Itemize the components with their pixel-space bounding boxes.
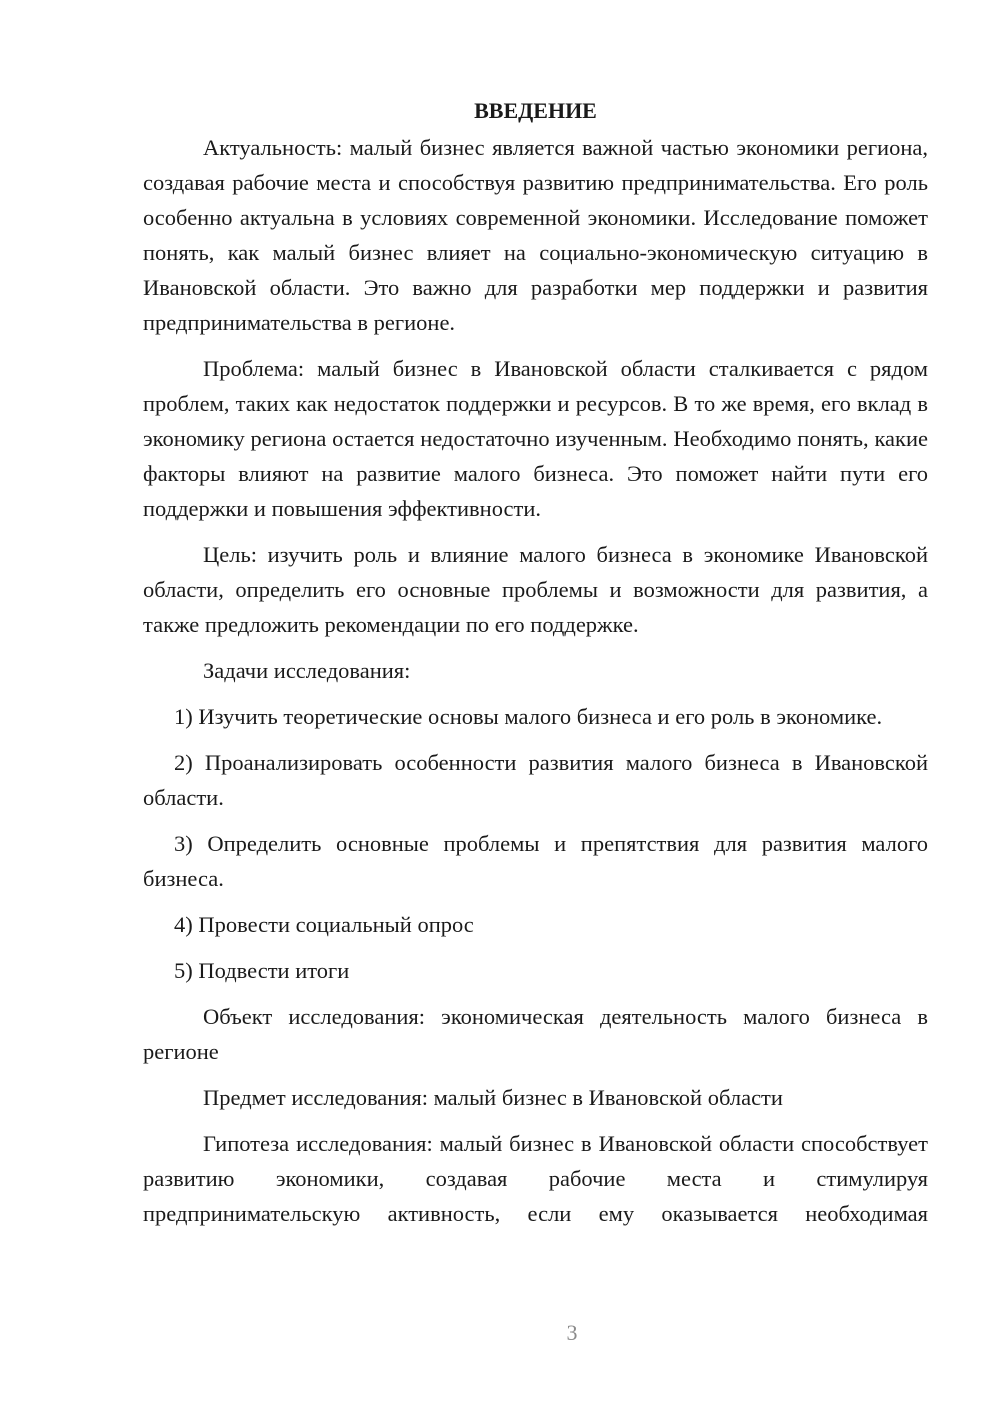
page-number: 3 bbox=[566, 1320, 578, 1345]
list-item: 4) Провести социальный опрос bbox=[174, 912, 474, 937]
list-item: 2) Проанализировать особенности развития малого бизнеса в Ивановской области. bbox=[143, 750, 928, 810]
paragraph-hypothesis: Гипотеза исследования: малый бизнес в Ивановской области способствует развитию экономики, создавая рабочие места и стимулируя предпринимательскую активность, если ему оказывается необходимая bbox=[143, 1131, 928, 1226]
list-item: 1) Изучить теоретические основы малого бизнеса и его роль в экономике. bbox=[174, 704, 883, 729]
section-heading: ВВЕДЕНИЕ bbox=[474, 98, 597, 123]
tasks-list bbox=[143, 699, 928, 988]
list-item: 3) Определить основные проблемы и препятствия для развития малого бизнеса. bbox=[143, 831, 928, 891]
paragraph-object: Объект исследования: экономическая деятельность малого бизнеса в регионе bbox=[143, 1004, 928, 1064]
list-item: 5) Подвести итоги bbox=[174, 958, 350, 983]
tasks-heading: Задачи исследования: bbox=[203, 658, 411, 683]
paragraph-goal: Цель: изучить роль и влияние малого бизнеса в экономике Ивановской области, определить его основные проблемы и возможности для развития, а также предложить рекомендации по его поддержке. bbox=[143, 542, 928, 637]
paragraph-problem: Проблема: малый бизнес в Ивановской области сталкивается с рядом проблем, таких как недостаток поддержки и ресурсов. В то же время, его вклад в экономику региона остается недостаточно изученным. Необходимо понять, какие факторы влияют на развитие малого бизнеса. Это поможет найти пути его поддержки и повышения эффективности. bbox=[143, 356, 928, 521]
paragraph-subject: Предмет исследования: малый бизнес в Ивановской области bbox=[203, 1085, 783, 1110]
paragraph-relevance: Актуальность: малый бизнес является важной частью экономики региона, создавая рабочие места и способствуя развитию предпринимательства. Его роль особенно актуальна в условиях современной экономики. Исследование поможет понять, как малый бизнес влияет на социально-экономическую ситуацию в Ивановской области. Это важно для разработки мер поддержки и развития предпринимательства в регионе. bbox=[143, 135, 928, 335]
page-content bbox=[143, 92, 928, 1231]
